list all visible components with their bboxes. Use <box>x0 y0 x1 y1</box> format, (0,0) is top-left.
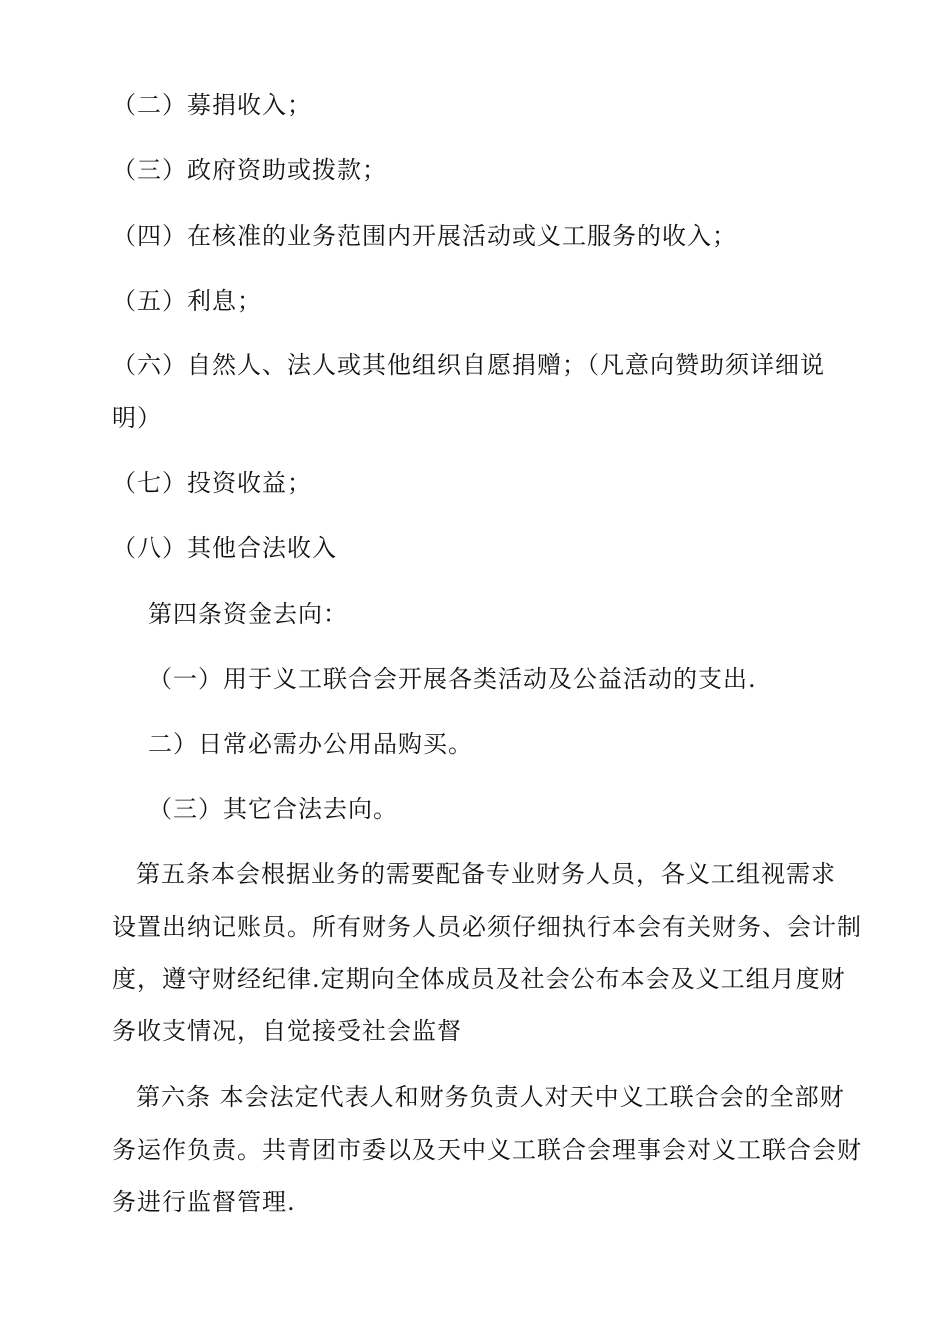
fund-use-item-3: （三）其它合法去向。 <box>148 795 398 823</box>
article-4-heading: 第四条资金去向： <box>148 600 348 628</box>
article-5-line-4: 务收支情况，自觉接受社会监督 <box>112 1017 462 1045</box>
article-6-line-2: 务运作负责。共青团市委以及天中义工联合会理事会对义工联合会财 <box>112 1136 862 1164</box>
fund-use-item-1: （一）用于义工联合会开展各类活动及公益活动的支出. <box>148 665 757 693</box>
income-item-7: （七）投资收益； <box>112 469 312 497</box>
income-item-4: （四）在核准的业务范围内开展活动或义工服务的收入； <box>112 222 737 250</box>
article-6-line-1: 第六条 本会法定代表人和财务负责人对天中义工联合会的全部财 <box>136 1083 845 1111</box>
income-item-5: （五）利息； <box>112 287 262 315</box>
article-6-line-3: 务进行监督管理. <box>112 1188 296 1216</box>
article-5-line-2: 设置出纳记账员。所有财务人员必须仔细执行本会有关财务、会计制 <box>112 913 862 941</box>
article-5-line-3: 度，遵守财经纪律.定期向全体成员及社会公布本会及义工组月度财 <box>112 965 846 993</box>
income-item-6-continued: 明） <box>112 404 162 432</box>
article-5-line-1: 第五条本会根据业务的需要配备专业财务人员，各义工组视需求 <box>136 860 836 888</box>
income-item-8: （八）其他合法收入 <box>112 534 337 562</box>
fund-use-item-2: 二）日常必需办公用品购买。 <box>148 730 473 758</box>
income-item-2: （二）募捐收入； <box>112 91 312 119</box>
income-item-3: （三）政府资助或拨款； <box>112 156 387 184</box>
income-item-6: （六）自然人、法人或其他组织自愿捐赠；（凡意向赞助须详细说 <box>112 351 825 379</box>
